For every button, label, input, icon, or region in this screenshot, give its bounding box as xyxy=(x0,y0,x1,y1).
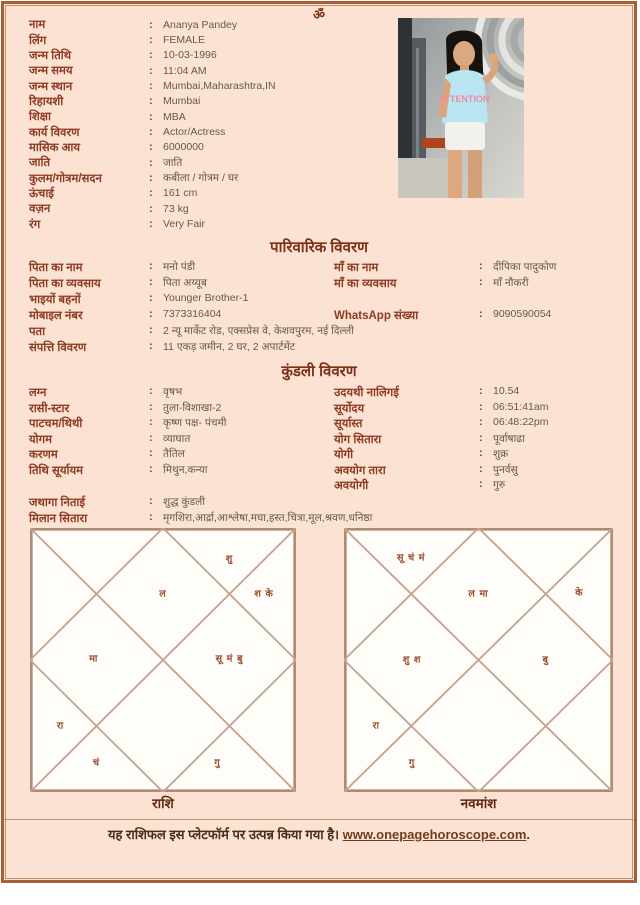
detail-cell xyxy=(334,432,619,447)
field-colon: : xyxy=(149,431,153,444)
field-label: योगम xyxy=(29,433,52,446)
field-value: कृष्ण पक्ष- पंचमी xyxy=(163,417,227,429)
field-colon: : xyxy=(149,218,153,231)
detail-cell xyxy=(334,447,619,462)
kundli-row xyxy=(334,478,619,494)
detail-cell xyxy=(29,463,334,478)
field-colon: : xyxy=(479,447,483,459)
detail-cell xyxy=(29,276,334,291)
field-value: शुक्र xyxy=(493,448,509,460)
field-value: 11 एकड़ जमीन, 2 घर, 2 अपार्टमेंट xyxy=(163,341,296,353)
detail-cell xyxy=(334,478,619,493)
field-value: Very Fair xyxy=(163,218,206,231)
detail-row xyxy=(29,109,394,124)
kundli-row xyxy=(29,401,334,417)
detail-row xyxy=(29,48,394,63)
field-colon: : xyxy=(149,308,153,320)
kundli-row xyxy=(29,511,619,527)
website-link[interactable]: www.onepagehoroscope.com xyxy=(342,827,527,842)
field-colon: : xyxy=(149,141,153,154)
kundli-row xyxy=(334,385,619,401)
planet-label: श के xyxy=(254,588,274,600)
planet-label: रा xyxy=(372,720,380,732)
detail-cell xyxy=(29,495,334,510)
field-label: मिलान सितारा xyxy=(29,513,88,525)
detail-cell xyxy=(29,308,334,323)
field-label: जथागा निताई xyxy=(29,497,86,509)
footer-separator-line xyxy=(4,819,634,820)
kundli-row xyxy=(334,432,619,448)
detail-cell xyxy=(334,416,619,431)
field-value: Mumbai xyxy=(163,95,201,108)
kundli-row xyxy=(29,495,619,511)
field-label: माँ का व्यवसाय xyxy=(334,278,397,290)
field-colon: : xyxy=(479,308,483,320)
planet-label: रा xyxy=(56,720,65,732)
om-symbol: ॐ xyxy=(313,7,325,22)
field-colon: : xyxy=(149,95,153,108)
detail-row xyxy=(29,140,394,155)
kundli-section-title: कुंडली विवरण xyxy=(281,363,357,380)
field-value: मृगशिरा,आर्द्रा,आश्लेषा,मघा,हस्त,चित्रा,मूल,श्रवण,धनिष्ठा xyxy=(163,512,373,524)
field-value: पूर्वाषाढा xyxy=(493,432,525,445)
detail-cell xyxy=(334,308,619,323)
field-label: जन्म तिथि xyxy=(29,49,72,62)
field-value: Younger Brother-1 xyxy=(163,292,249,304)
kundli-row xyxy=(334,401,619,417)
navamsa-chart xyxy=(344,528,613,811)
detail-cell xyxy=(29,385,334,400)
detail-cell xyxy=(29,260,334,275)
kundli-row xyxy=(29,432,334,448)
field-label: जन्म समय xyxy=(29,65,73,78)
field-colon: : xyxy=(479,478,483,490)
field-value: 06:48:22pm xyxy=(493,416,549,428)
detail-row xyxy=(29,124,394,139)
profile-photo-illustration xyxy=(398,18,524,198)
navamsa-chart-grid xyxy=(344,528,613,792)
field-label: कुलम/गोत्रम/सदन xyxy=(29,172,102,185)
detail-cell xyxy=(29,340,334,355)
field-colon: : xyxy=(479,416,483,428)
field-colon: : xyxy=(149,260,153,272)
field-label: योग सितारा xyxy=(334,433,382,446)
field-label: ऊंचाई xyxy=(29,187,54,200)
field-label: पता xyxy=(29,326,46,338)
family-row xyxy=(29,292,619,308)
field-label: संपत्ति विवरण xyxy=(29,342,87,354)
kundli-row xyxy=(29,416,334,432)
field-value: Mumbai,Maharashtra,IN xyxy=(163,80,276,93)
svg-text:ATTENTION: ATTENTION xyxy=(438,94,490,104)
field-label: जन्म स्थान xyxy=(29,80,73,93)
planet-label: चं xyxy=(92,757,101,769)
planet-label: मा xyxy=(89,653,99,665)
field-value: शुद्ध कुंडली xyxy=(163,496,205,508)
detail-row xyxy=(29,155,394,170)
field-label: WhatsApp संख्या xyxy=(334,310,419,322)
field-label: करणम xyxy=(29,449,58,461)
detail-row xyxy=(29,186,394,201)
detail-row xyxy=(29,78,394,93)
field-label: उदयथी नालिगई xyxy=(334,387,399,399)
field-value: 6000000 xyxy=(163,141,204,154)
field-value: 10.54 xyxy=(493,385,520,397)
field-label: सूर्यास्त xyxy=(334,418,363,430)
detail-row xyxy=(29,17,394,32)
field-value: कबीला / गोत्रम / घर xyxy=(163,172,239,185)
planet-label: गु xyxy=(214,757,221,769)
detail-cell xyxy=(29,416,334,431)
profile-photo xyxy=(398,18,524,198)
field-colon: : xyxy=(149,18,153,31)
document-card xyxy=(1,1,637,883)
kundli-details-right-column xyxy=(334,385,619,494)
kundli-row xyxy=(29,385,334,401)
field-colon: : xyxy=(149,340,153,352)
detail-row xyxy=(29,63,394,78)
field-colon: : xyxy=(149,385,153,397)
field-value: मिथुन,कन्या xyxy=(163,463,208,476)
family-row xyxy=(29,308,619,324)
field-value: व्याघात xyxy=(163,432,191,445)
field-colon: : xyxy=(149,276,153,288)
field-label: रासी-स्टार xyxy=(29,402,70,415)
field-label: मासिक आय xyxy=(29,141,81,154)
field-colon: : xyxy=(149,187,153,200)
detail-cell xyxy=(29,447,334,462)
field-label: योगी xyxy=(334,449,354,461)
field-colon: : xyxy=(149,416,153,428)
planet-label: बु xyxy=(542,654,549,666)
planet-label: के xyxy=(575,587,584,599)
field-value: दीपिका पादुकोण xyxy=(493,261,557,273)
field-value: 06:51:41am xyxy=(493,400,549,413)
field-label: रिहायशी xyxy=(29,95,64,108)
detail-cell xyxy=(29,401,334,416)
detail-cell xyxy=(334,401,619,416)
detail-cell xyxy=(29,324,355,339)
field-label: अवयोगी xyxy=(334,480,369,492)
field-colon: : xyxy=(479,276,483,288)
planet-label: गु xyxy=(408,757,416,769)
footer-suffix: . xyxy=(526,827,531,842)
field-colon: : xyxy=(479,462,483,475)
field-colon: : xyxy=(149,292,153,304)
field-value: तुला-विशाखा-2 xyxy=(163,401,222,414)
field-value: MBA xyxy=(163,110,186,123)
field-value: FEMALE xyxy=(163,34,206,47)
field-value: 10-03-1996 xyxy=(163,49,217,62)
field-label: जाति xyxy=(29,157,51,170)
family-section-title: पारिवारिक विवरण xyxy=(270,239,368,256)
field-colon: : xyxy=(149,400,153,413)
field-colon: : xyxy=(149,156,153,169)
field-colon: : xyxy=(149,511,153,523)
navamsa-chart-caption: नवमांश xyxy=(460,796,497,811)
field-colon: : xyxy=(149,462,153,475)
rashi-chart-grid xyxy=(30,528,296,792)
kundli-details-extra-rows xyxy=(29,495,619,527)
field-label: मोबाइल नंबर xyxy=(29,310,83,322)
field-value: Ananya Pandey xyxy=(163,18,238,31)
field-value: गुरु xyxy=(493,479,506,491)
field-label: पिता का व्यवसाय xyxy=(29,278,101,290)
detail-cell xyxy=(334,276,619,291)
field-colon: : xyxy=(149,49,153,62)
kundli-row xyxy=(334,447,619,463)
detail-cell xyxy=(334,463,619,478)
field-value: तैतिल xyxy=(163,448,185,460)
kundli-row xyxy=(334,416,619,432)
field-value: 9090590054 xyxy=(493,308,552,320)
field-value: पिता अय्यूब xyxy=(163,277,207,289)
footer-text: यह राशिफल इस प्लेटफॉर्म पर उत्पन्न किया गया है। xyxy=(107,827,340,842)
detail-cell xyxy=(334,385,619,400)
field-label: कार्य विवरण xyxy=(29,126,80,139)
field-colon: : xyxy=(149,172,153,185)
field-value: 73 kg xyxy=(163,202,189,215)
family-details-section xyxy=(29,260,619,356)
field-colon: : xyxy=(479,431,483,444)
detail-cell xyxy=(334,260,619,275)
detail-cell xyxy=(29,511,373,526)
detail-cell xyxy=(29,292,334,307)
field-label: माँ का नाम xyxy=(334,262,379,274)
field-label: नाम xyxy=(29,19,46,32)
planet-label: शु xyxy=(225,553,234,565)
family-row xyxy=(29,340,619,356)
detail-row xyxy=(29,94,394,109)
field-label: पाटचम/थिथी xyxy=(29,418,83,430)
detail-row xyxy=(29,170,394,185)
kundli-row xyxy=(29,463,334,479)
field-label: रंग xyxy=(29,218,41,231)
kundli-details-left-column xyxy=(29,385,334,478)
field-label: भाइयों बहनों xyxy=(29,294,81,306)
field-colon: : xyxy=(149,64,153,77)
field-colon: : xyxy=(479,260,483,272)
field-colon: : xyxy=(479,385,483,397)
field-value: 7373316404 xyxy=(163,308,222,320)
field-label: वज़न xyxy=(29,203,51,216)
kundli-row xyxy=(29,447,334,463)
field-colon: : xyxy=(149,447,153,459)
field-colon: : xyxy=(149,495,153,507)
field-label: तिथि सूर्यायम xyxy=(29,464,84,477)
rashi-chart xyxy=(30,528,296,811)
planet-label: सू मं बु xyxy=(215,653,244,665)
field-colon: : xyxy=(149,80,153,93)
kundli-row xyxy=(334,463,619,479)
field-value: माँ नौकरी xyxy=(493,277,529,289)
field-label: अवयोग तारा xyxy=(334,464,386,477)
field-colon: : xyxy=(149,110,153,123)
field-value: 161 cm xyxy=(163,187,198,200)
field-colon: : xyxy=(149,34,153,47)
detail-row xyxy=(29,216,394,231)
field-value: Actor/Actress xyxy=(163,126,226,139)
field-value: पुनर्वसु xyxy=(493,463,518,476)
field-colon: : xyxy=(479,400,483,413)
family-row xyxy=(29,260,619,276)
planet-label: ल मा xyxy=(468,588,489,600)
personal-details-section xyxy=(29,17,394,232)
detail-cell xyxy=(29,432,334,447)
family-row xyxy=(29,324,619,340)
field-label: लिंग xyxy=(29,34,47,47)
planet-label: ल xyxy=(159,588,167,600)
field-label: शिक्षा xyxy=(29,111,52,124)
field-colon: : xyxy=(149,202,153,215)
field-colon: : xyxy=(149,324,153,336)
detail-row xyxy=(29,201,394,216)
field-value: वृषभ xyxy=(163,386,183,398)
field-label: सूर्योदय xyxy=(334,402,365,415)
field-value: जाति xyxy=(163,156,183,169)
field-value: 11:04 AM xyxy=(163,64,207,77)
detail-row xyxy=(29,32,394,47)
field-value: 2 न्यू मार्केट रोड, एक्सप्रेस वे, केशवपुरम, नई दिल्ली xyxy=(163,325,355,337)
planet-label: शु श xyxy=(402,654,422,666)
field-value: मनो पंडी xyxy=(163,261,196,273)
family-row xyxy=(29,276,619,292)
rashi-chart-caption: राशि xyxy=(152,796,174,811)
field-label: लग्न xyxy=(29,387,47,399)
field-colon: : xyxy=(149,126,153,139)
planet-label: सू चं मं xyxy=(397,552,426,564)
field-label: पिता का नाम xyxy=(29,262,83,274)
footer-note xyxy=(4,825,634,843)
